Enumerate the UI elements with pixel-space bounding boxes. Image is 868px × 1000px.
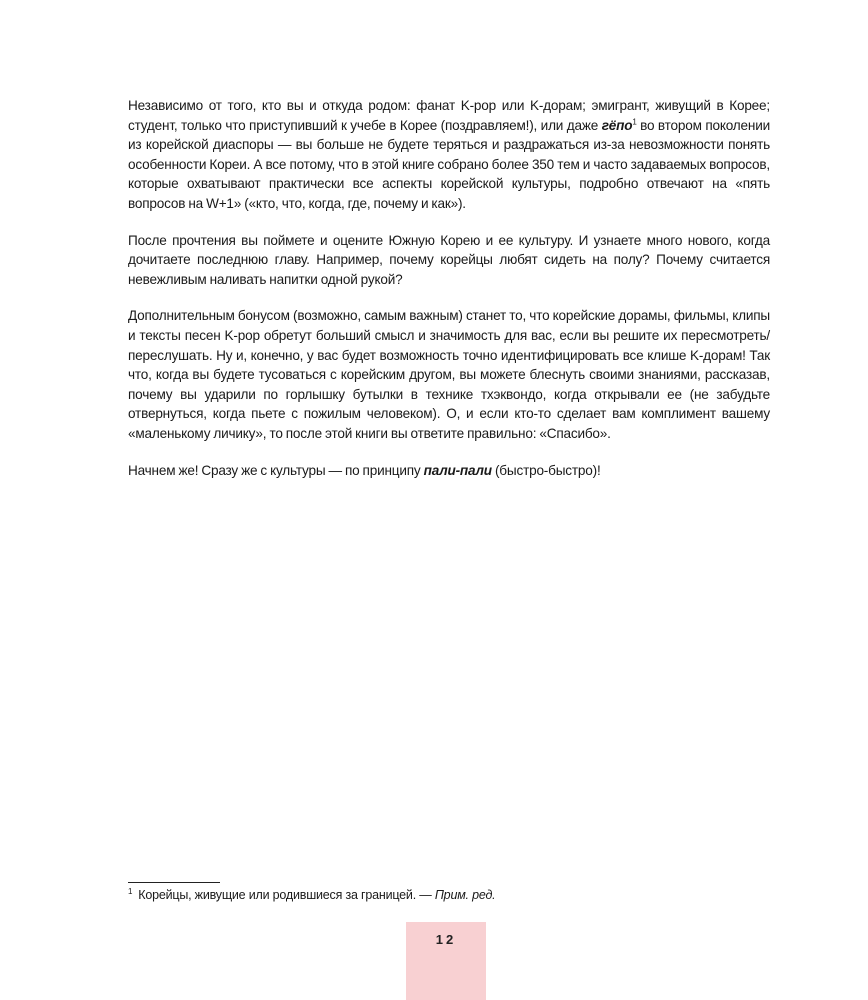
term-gyopo: гёпо [601,117,633,133]
paragraph-bonus: Дополнительным бонусом (возможно, самым важным) станет то, что корейские дорамы, фильмы, клипы и тексты песен K-pop обретут больший смысл и значимость для вас, если вы решите их пересмотреть/переслушать. Ну и, конечно, у вас будет возможность точно идентифицировать все клише K-дорам! Так что, когда вы будете тусоваться с корейским другом, вы можете блеснуть своими знаниями, рассказав, почему вы ударили по горлышку бутылки в технике тхэквондо, когда открывали ее (не забудьте отвернуться, когда пьете с пожилым человеком). О, и если кто-то сделает вам комплимент вашему «маленькому личику», то после этой книги вы ответите правильно: «Спасибо». [128,308,770,441]
paragraph-start-text-a: Начнем же! Сразу же с культуры — по принципу [128,462,424,478]
page-number: 12 [435,932,457,947]
paragraph-after-reading: После прочтения вы поймете и оцените Южную Корею и ее культуру. И узнаете много нового, когда дочитаете последнюю главу. Например, почему корейцы любят сидеть на полу? Почему считается невежливым наливать напитки одной рукой? [128,232,770,287]
paragraph-intro-text-a: Независимо от того, кто вы и откуда родом: фанат K-pop или K-дорам; эмигрант, живущий в Корее; студент, только что приступивший к учебе в Корее (поздравляем!), или даже [128,98,770,133]
footnote-reference[interactable]: 1 [632,117,637,127]
paragraph-start [128,461,770,481]
footnote-divider [128,882,220,883]
footnote-number: 1 [128,886,133,896]
footnote-editor-note: Прим. ред. [434,888,496,902]
paragraph-start-text-b: (быстро-быстро)! [491,462,601,478]
footnote-text: Корейцы, живущие или родившиеся за границей. — [138,888,435,902]
term-pali-pali: пали-пали [423,462,492,478]
paragraph-intro [128,96,770,214]
page-number-tab [406,922,486,1000]
footnote [128,886,768,904]
paragraph-intro-text-b: во втором поколении из корейской диаспоры — вы больше не будете теряться и раздражаться из-за невозможности понять особенности Кореи. А все потому, что в этой книге собрано более 350 тем и часто задаваемых вопросов, которые охватывают практически все аспекты корейской культуры, подробно отвечают на «пять вопросов на W+1» («кто, что, когда, где, почему и как»). [128,117,770,211]
body-text [128,96,770,497]
